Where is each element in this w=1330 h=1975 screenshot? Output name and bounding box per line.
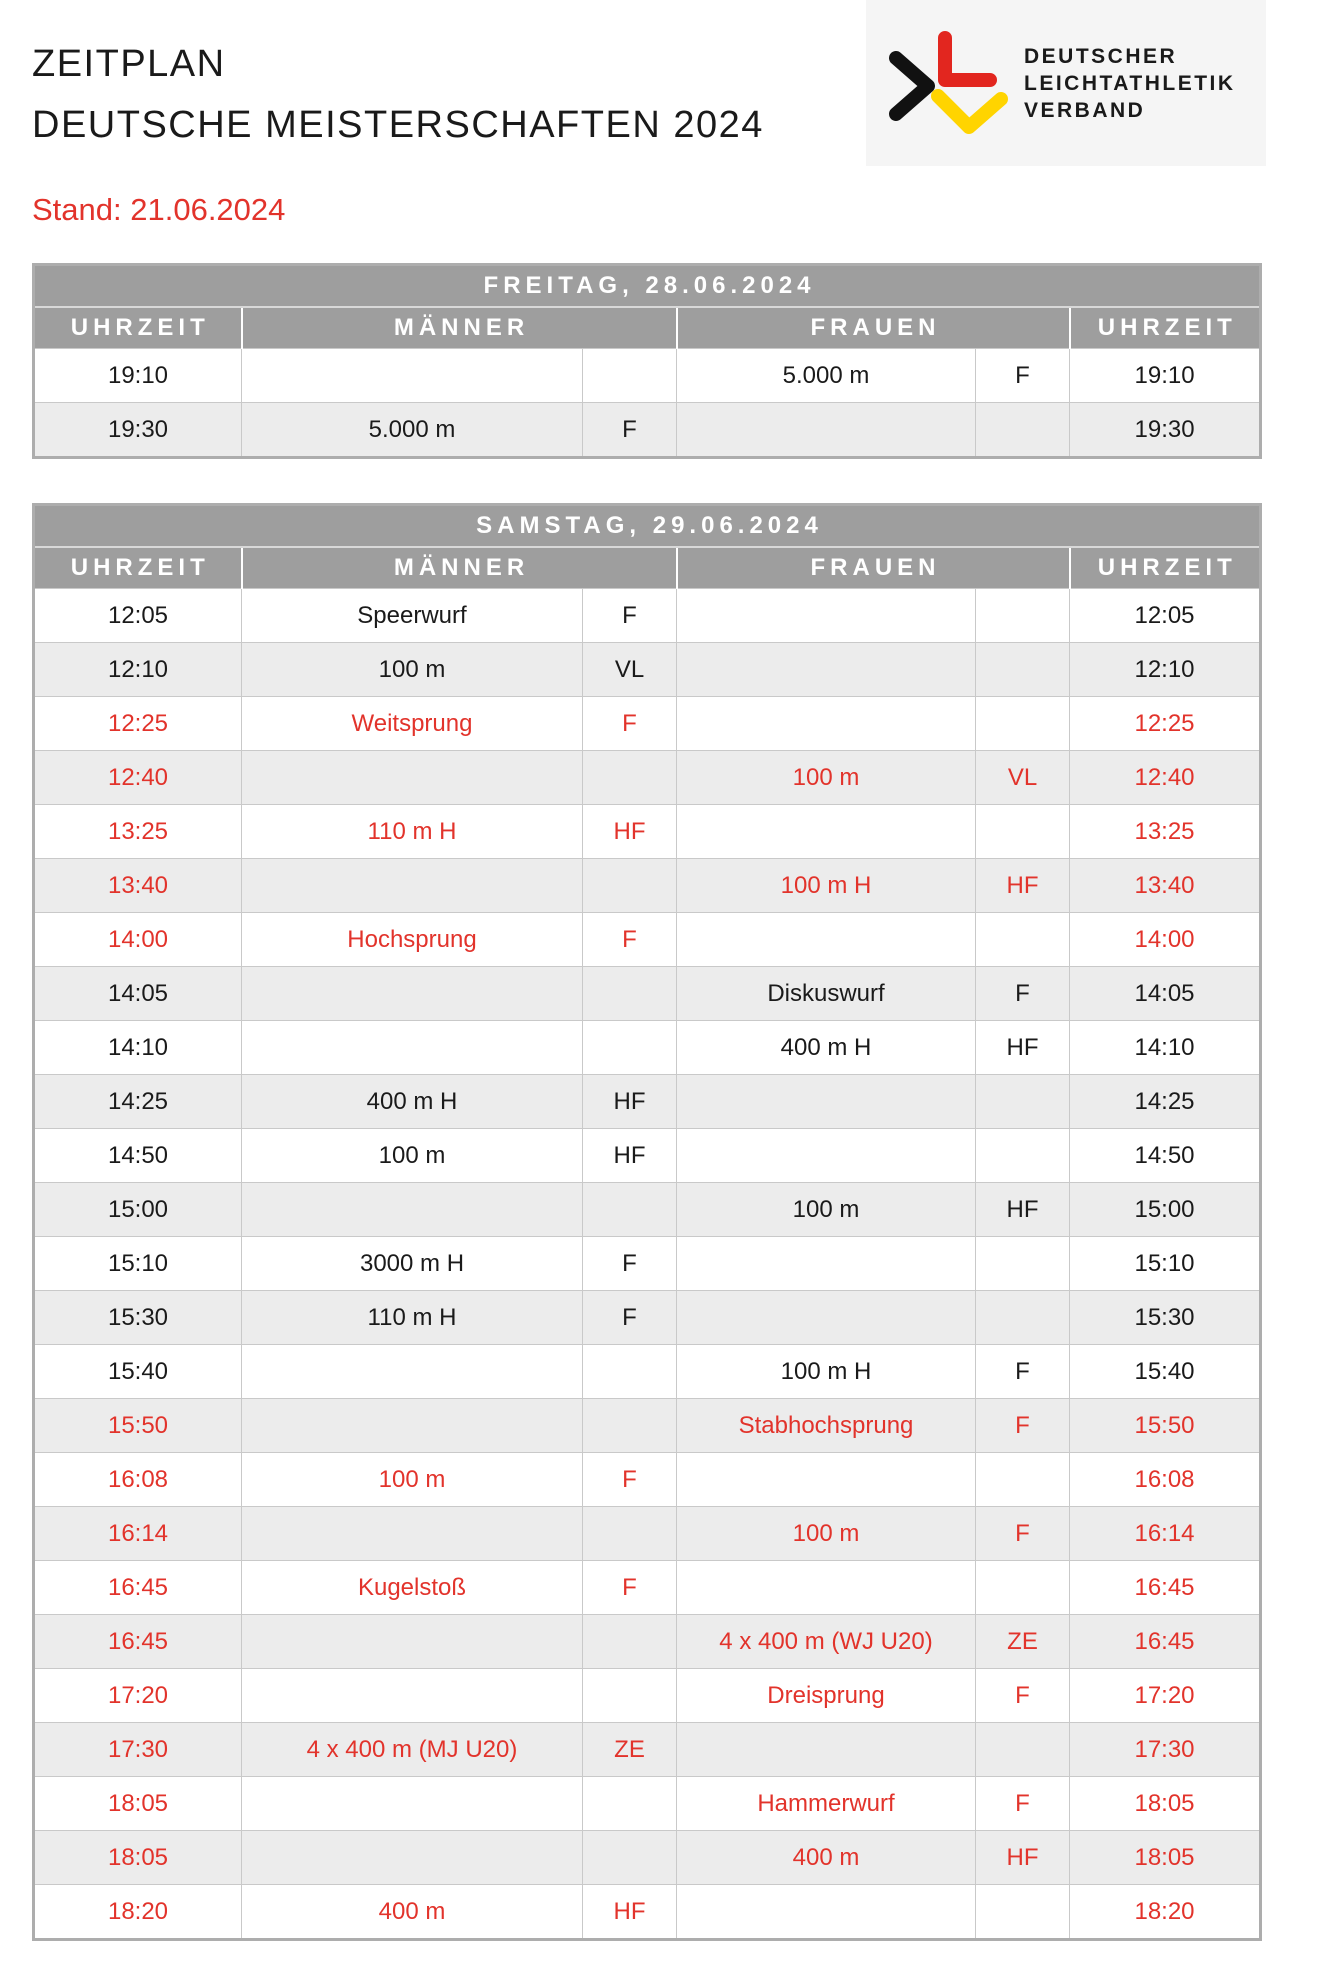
time-cell: 19:10 xyxy=(34,349,242,403)
women-event-cell xyxy=(677,1561,976,1615)
time-cell-right: 18:05 xyxy=(1070,1777,1261,1831)
men-event-cell xyxy=(242,1507,583,1561)
schedule-row xyxy=(34,1345,1261,1399)
men-event-cell: 110 m H xyxy=(242,805,583,859)
men-round-cell xyxy=(583,751,677,805)
time-cell-right: 15:30 xyxy=(1070,1291,1261,1345)
time-cell: 18:05 xyxy=(34,1777,242,1831)
men-round-cell: F xyxy=(583,913,677,967)
men-round-cell xyxy=(583,1777,677,1831)
men-event-cell xyxy=(242,1615,583,1669)
women-event-cell xyxy=(677,643,976,697)
women-event-cell: 100 m xyxy=(677,1507,976,1561)
time-cell: 15:50 xyxy=(34,1399,242,1453)
men-event-cell: 400 m H xyxy=(242,1075,583,1129)
women-round-cell xyxy=(976,805,1070,859)
women-round-cell xyxy=(976,403,1070,458)
men-event-cell: 100 m xyxy=(242,643,583,697)
women-round-cell: F xyxy=(976,1777,1070,1831)
women-event-cell: 100 m xyxy=(677,1183,976,1237)
time-cell-right: 18:20 xyxy=(1070,1885,1261,1940)
women-round-cell: F xyxy=(976,1669,1070,1723)
women-round-cell xyxy=(976,1237,1070,1291)
men-event-cell xyxy=(242,1345,583,1399)
time-cell: 12:05 xyxy=(34,589,242,643)
men-event-cell: 400 m xyxy=(242,1885,583,1940)
time-cell: 16:08 xyxy=(34,1453,242,1507)
day-header-row xyxy=(34,265,1261,308)
women-event-cell xyxy=(677,1723,976,1777)
men-event-cell xyxy=(242,1021,583,1075)
women-event-cell: 5.000 m xyxy=(677,349,976,403)
women-round-cell: F xyxy=(976,349,1070,403)
women-round-cell xyxy=(976,913,1070,967)
women-round-cell xyxy=(976,1075,1070,1129)
time-cell-right: 15:10 xyxy=(1070,1237,1261,1291)
women-event-cell: Stabhochsprung xyxy=(677,1399,976,1453)
men-event-cell: 3000 m H xyxy=(242,1237,583,1291)
time-cell: 13:40 xyxy=(34,859,242,913)
schedule-row xyxy=(34,1507,1261,1561)
schedule-row xyxy=(34,1615,1261,1669)
time-cell-right: 19:10 xyxy=(1070,349,1261,403)
time-cell-right: 15:50 xyxy=(1070,1399,1261,1453)
women-event-cell xyxy=(677,589,976,643)
women-event-cell: 100 m H xyxy=(677,1345,976,1399)
time-cell: 18:20 xyxy=(34,1885,242,1940)
time-cell: 12:10 xyxy=(34,643,242,697)
schedule-row xyxy=(34,589,1261,643)
women-round-cell: ZE xyxy=(976,1615,1070,1669)
women-round-cell: F xyxy=(976,1399,1070,1453)
schedule-row xyxy=(34,751,1261,805)
schedule-row xyxy=(34,1129,1261,1183)
time-cell-right: 14:25 xyxy=(1070,1075,1261,1129)
women-event-cell: Hammerwurf xyxy=(677,1777,976,1831)
schedule-row xyxy=(34,1291,1261,1345)
column-header-time: UHRZEIT xyxy=(34,547,242,589)
men-event-cell xyxy=(242,859,583,913)
time-cell: 15:40 xyxy=(34,1345,242,1399)
dlv-logo xyxy=(866,0,1266,166)
women-event-cell xyxy=(677,1885,976,1940)
schedule-row xyxy=(34,1075,1261,1129)
men-round-cell xyxy=(583,1507,677,1561)
schedule-row xyxy=(34,1669,1261,1723)
column-header-time: UHRZEIT xyxy=(34,307,242,349)
time-cell-right: 12:05 xyxy=(1070,589,1261,643)
time-cell-right: 16:45 xyxy=(1070,1561,1261,1615)
men-event-cell xyxy=(242,1183,583,1237)
men-event-cell: Speerwurf xyxy=(242,589,583,643)
time-cell: 16:45 xyxy=(34,1615,242,1669)
men-round-cell: F xyxy=(583,1291,677,1345)
day-table xyxy=(32,263,1262,459)
men-round-cell xyxy=(583,1669,677,1723)
men-round-cell xyxy=(583,1345,677,1399)
women-event-cell xyxy=(677,1129,976,1183)
time-cell: 15:10 xyxy=(34,1237,242,1291)
time-cell-right: 16:08 xyxy=(1070,1453,1261,1507)
time-cell-right: 14:00 xyxy=(1070,913,1261,967)
men-event-cell: Hochsprung xyxy=(242,913,583,967)
schedule-row xyxy=(34,1885,1261,1940)
time-cell: 16:45 xyxy=(34,1561,242,1615)
title-line-1: ZEITPLAN xyxy=(32,43,226,85)
schedule-row xyxy=(34,1453,1261,1507)
time-cell-right: 18:05 xyxy=(1070,1831,1261,1885)
day-title: FREITAG, 28.06.2024 xyxy=(34,265,1261,308)
men-event-cell: 110 m H xyxy=(242,1291,583,1345)
schedule-row xyxy=(34,859,1261,913)
women-round-cell xyxy=(976,1291,1070,1345)
women-round-cell: HF xyxy=(976,1021,1070,1075)
women-event-cell xyxy=(677,1237,976,1291)
time-cell-right: 16:45 xyxy=(1070,1615,1261,1669)
schedule-row xyxy=(34,805,1261,859)
schedule-row xyxy=(34,1723,1261,1777)
time-cell-right: 17:20 xyxy=(1070,1669,1261,1723)
time-cell: 14:00 xyxy=(34,913,242,967)
men-round-cell: HF xyxy=(583,1129,677,1183)
women-event-cell xyxy=(677,1453,976,1507)
time-cell: 14:50 xyxy=(34,1129,242,1183)
men-round-cell: VL xyxy=(583,643,677,697)
men-round-cell: F xyxy=(583,589,677,643)
column-header-women: FRAUEN xyxy=(677,547,1070,589)
men-event-cell xyxy=(242,751,583,805)
women-event-cell: 400 m xyxy=(677,1831,976,1885)
dlv-logo-mark-icon xyxy=(888,30,1012,142)
day-title: SAMSTAG, 29.06.2024 xyxy=(34,505,1261,548)
time-cell-right: 15:40 xyxy=(1070,1345,1261,1399)
schedule-row xyxy=(34,1831,1261,1885)
schedule-row xyxy=(34,1399,1261,1453)
men-round-cell: HF xyxy=(583,1885,677,1940)
men-event-cell: 4 x 400 m (MJ U20) xyxy=(242,1723,583,1777)
time-cell-right: 13:25 xyxy=(1070,805,1261,859)
time-cell-right: 12:10 xyxy=(1070,643,1261,697)
men-event-cell xyxy=(242,1777,583,1831)
time-cell: 18:05 xyxy=(34,1831,242,1885)
women-event-cell: 400 m H xyxy=(677,1021,976,1075)
schedule-row xyxy=(34,697,1261,751)
schedule-row xyxy=(34,913,1261,967)
women-round-cell: F xyxy=(976,967,1070,1021)
time-cell: 12:40 xyxy=(34,751,242,805)
men-round-cell: F xyxy=(583,1453,677,1507)
women-round-cell: HF xyxy=(976,1831,1070,1885)
time-cell: 16:14 xyxy=(34,1507,242,1561)
time-cell-right: 14:50 xyxy=(1070,1129,1261,1183)
column-header-row xyxy=(34,547,1261,589)
men-event-cell: 100 m xyxy=(242,1129,583,1183)
women-round-cell xyxy=(976,1885,1070,1940)
logo-line-3: VERBAND xyxy=(1024,99,1146,122)
column-header-time-right: UHRZEIT xyxy=(1070,307,1261,349)
logo-line-1: DEUTSCHER xyxy=(1024,45,1178,68)
title-line-2: DEUTSCHE MEISTERSCHAFTEN 2024 xyxy=(32,104,764,146)
day-header-row xyxy=(34,505,1261,548)
men-round-cell xyxy=(583,967,677,1021)
men-round-cell: HF xyxy=(583,805,677,859)
time-cell-right: 14:10 xyxy=(1070,1021,1261,1075)
men-round-cell: F xyxy=(583,403,677,458)
women-event-cell: Dreisprung xyxy=(677,1669,976,1723)
schedule-row xyxy=(34,1777,1261,1831)
men-round-cell xyxy=(583,1021,677,1075)
women-event-cell xyxy=(677,1291,976,1345)
schedule-row xyxy=(34,1021,1261,1075)
time-cell-right: 16:14 xyxy=(1070,1507,1261,1561)
men-event-cell: 5.000 m xyxy=(242,403,583,458)
men-event-cell xyxy=(242,1831,583,1885)
schedule-row xyxy=(34,403,1261,458)
men-event-cell: Kugelstoß xyxy=(242,1561,583,1615)
women-round-cell xyxy=(976,1723,1070,1777)
men-round-cell: F xyxy=(583,1237,677,1291)
schedule-row xyxy=(34,643,1261,697)
schedule-row xyxy=(34,1237,1261,1291)
women-round-cell xyxy=(976,1129,1070,1183)
men-round-cell xyxy=(583,1399,677,1453)
women-round-cell: HF xyxy=(976,1183,1070,1237)
men-round-cell: HF xyxy=(583,1075,677,1129)
men-round-cell xyxy=(583,859,677,913)
time-cell-right: 12:25 xyxy=(1070,697,1261,751)
time-cell-right: 12:40 xyxy=(1070,751,1261,805)
men-round-cell xyxy=(583,1183,677,1237)
men-event-cell xyxy=(242,349,583,403)
men-round-cell: F xyxy=(583,1561,677,1615)
women-event-cell: 100 m xyxy=(677,751,976,805)
schedule-row xyxy=(34,967,1261,1021)
men-round-cell xyxy=(583,1615,677,1669)
men-round-cell: ZE xyxy=(583,1723,677,1777)
women-event-cell: Diskuswurf xyxy=(677,967,976,1021)
day-table xyxy=(32,503,1262,1941)
time-cell: 13:25 xyxy=(34,805,242,859)
time-cell: 14:05 xyxy=(34,967,242,1021)
men-event-cell xyxy=(242,1669,583,1723)
time-cell: 15:30 xyxy=(34,1291,242,1345)
women-round-cell xyxy=(976,1453,1070,1507)
schedule-row xyxy=(34,1183,1261,1237)
women-event-cell xyxy=(677,913,976,967)
women-round-cell xyxy=(976,589,1070,643)
men-event-cell xyxy=(242,967,583,1021)
women-round-cell: HF xyxy=(976,859,1070,913)
time-cell-right: 17:30 xyxy=(1070,1723,1261,1777)
women-round-cell xyxy=(976,643,1070,697)
time-cell: 12:25 xyxy=(34,697,242,751)
time-cell: 19:30 xyxy=(34,403,242,458)
time-cell: 14:10 xyxy=(34,1021,242,1075)
time-cell: 17:20 xyxy=(34,1669,242,1723)
men-event-cell: Weitsprung xyxy=(242,697,583,751)
women-event-cell: 4 x 400 m (WJ U20) xyxy=(677,1615,976,1669)
status-date: Stand: 21.06.2024 xyxy=(32,192,286,227)
column-header-time-right: UHRZEIT xyxy=(1070,547,1261,589)
column-header-women: FRAUEN xyxy=(677,307,1070,349)
column-header-row xyxy=(34,307,1261,349)
women-round-cell xyxy=(976,697,1070,751)
women-event-cell xyxy=(677,697,976,751)
time-cell: 15:00 xyxy=(34,1183,242,1237)
time-cell: 14:25 xyxy=(34,1075,242,1129)
column-header-men: MÄNNER xyxy=(242,307,677,349)
logo-line-2: LEICHTATHLETIK xyxy=(1024,72,1236,95)
schedule-row xyxy=(34,349,1261,403)
time-cell-right: 14:05 xyxy=(1070,967,1261,1021)
page-title xyxy=(32,34,764,156)
men-event-cell xyxy=(242,1399,583,1453)
time-cell-right: 13:40 xyxy=(1070,859,1261,913)
time-cell: 17:30 xyxy=(34,1723,242,1777)
schedule-row xyxy=(34,1561,1261,1615)
time-cell-right: 15:00 xyxy=(1070,1183,1261,1237)
men-event-cell: 100 m xyxy=(242,1453,583,1507)
women-event-cell xyxy=(677,1075,976,1129)
women-round-cell: F xyxy=(976,1507,1070,1561)
women-round-cell: VL xyxy=(976,751,1070,805)
women-event-cell xyxy=(677,805,976,859)
men-round-cell: F xyxy=(583,697,677,751)
time-cell-right: 19:30 xyxy=(1070,403,1261,458)
men-round-cell xyxy=(583,1831,677,1885)
women-event-cell xyxy=(677,403,976,458)
women-round-cell xyxy=(976,1561,1070,1615)
men-round-cell xyxy=(583,349,677,403)
logo-wordmark xyxy=(1024,43,1236,124)
women-round-cell: F xyxy=(976,1345,1070,1399)
column-header-men: MÄNNER xyxy=(242,547,677,589)
women-event-cell: 100 m H xyxy=(677,859,976,913)
